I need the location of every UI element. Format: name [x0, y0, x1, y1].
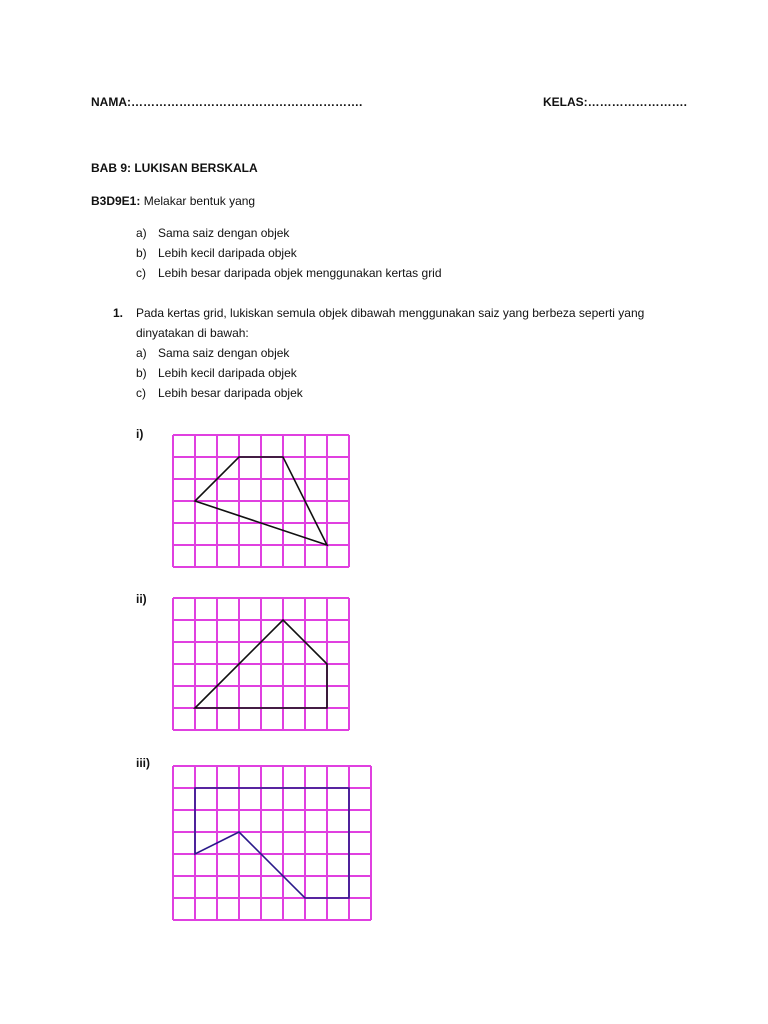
question-text-line-2: dinyatakan di bawah:	[136, 326, 249, 340]
question-item-c-text: Lebih besar daripada objek	[158, 386, 303, 400]
question-item-c-marker: c)	[136, 386, 146, 400]
question-item-a-marker: a)	[136, 346, 147, 360]
figure-3-label: iii)	[136, 756, 150, 770]
objective-item-b-text: Lebih kecil daripada objek	[158, 246, 297, 260]
figure-2-grid	[172, 597, 348, 731]
question-text-line-1: Pada kertas grid, lukiskan semula objek dibawah menggunakan saiz yang berbeza seperti yang	[136, 306, 645, 320]
objective-text: Melakar bentuk yang	[143, 194, 256, 208]
class-field-label: KELAS:…………………….	[543, 95, 687, 109]
question-number: 1.	[113, 306, 124, 320]
learning-objective	[91, 191, 255, 211]
objective-item-a-text: Sama saiz dengan objek	[158, 226, 290, 240]
figure-3-grid	[172, 765, 370, 921]
name-field-label: NAMA:………………………………………………….	[91, 95, 363, 109]
objective-item-c-text: Lebih besar daripada objek menggunakan kertas grid	[158, 266, 442, 280]
chapter-title: BAB 9: LUKISAN BERSKALA	[91, 161, 258, 175]
objective-item-b-marker: b)	[136, 246, 147, 260]
objective-item-a-marker: a)	[136, 226, 147, 240]
figure-3-shape	[195, 788, 349, 898]
figure-2-label: ii)	[136, 592, 147, 606]
objective-item-c-marker: c)	[136, 266, 146, 280]
figure-1-label: i)	[136, 427, 144, 441]
question-item-b-marker: b)	[136, 366, 147, 380]
objective-code: B3D9E1:	[91, 194, 141, 208]
question-item-b-text: Lebih kecil daripada objek	[158, 366, 297, 380]
question-item-a-text: Sama saiz dengan objek	[158, 346, 290, 360]
figure-1-grid	[172, 434, 348, 568]
